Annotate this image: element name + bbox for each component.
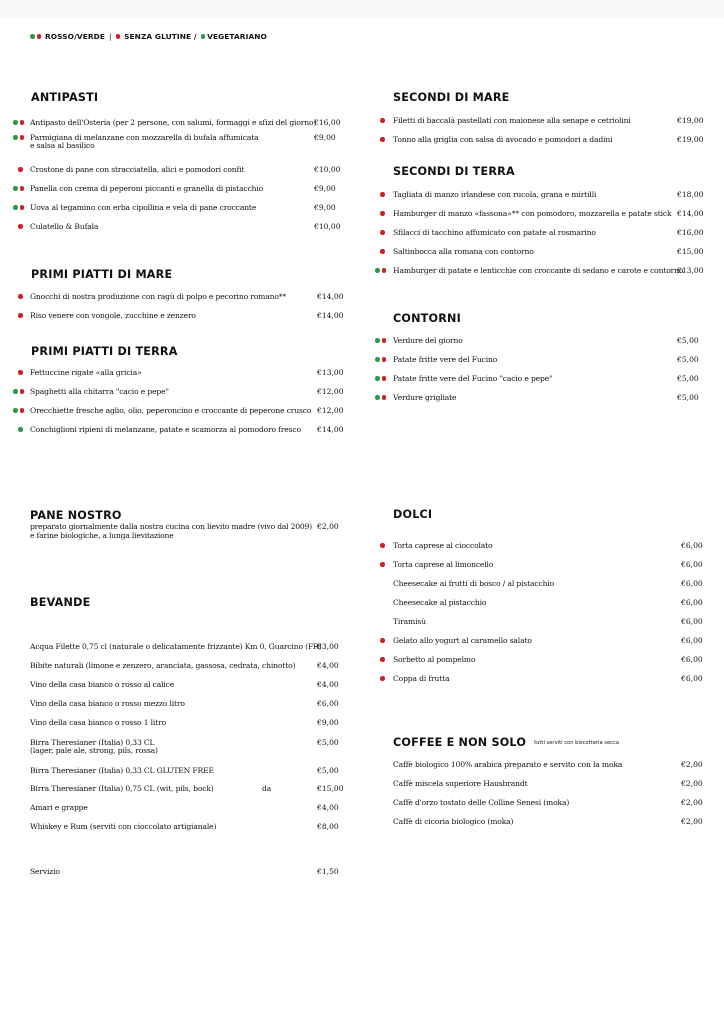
section-title: SECONDI DI MARE [393,91,510,104]
red-dot-icon [380,543,385,548]
servizio-price: €1,50 [317,867,339,876]
dietary-dots [13,186,26,191]
item-price: €15,00 [677,247,704,256]
item-price: €6,00 [681,541,703,550]
item-name: Panella con crema di peperoni piccanti e granella di pistacchio [30,184,264,193]
item-price: €10,00 [314,222,341,231]
dietary-legend [30,32,267,41]
item-name: Coppa di frutta [393,674,450,683]
item-price: €6,00 [681,617,703,626]
item-name: Parmigiana di melanzane con mozzarella di bufala affumicata [30,133,259,142]
red-dot-icon [18,294,23,299]
item-price: €9,00 [314,203,336,212]
item-name: Vino della casa bianco o rosso 1 litro [30,718,166,727]
item-price: €5,00 [677,355,699,364]
section-title [393,736,619,749]
green-dot-icon [13,205,18,210]
item-name: Cheesecake al pistacchio [393,598,487,607]
red-dot-icon [382,338,387,343]
dietary-dots [380,543,387,548]
item-name: Verdure del giorno [393,336,463,345]
item-name: Crostone di pane con stracciatella, alici e pomodori confit [30,165,245,174]
red-dot-icon [380,249,385,254]
legend-divider: | [109,32,112,41]
dietary-dots [13,389,26,394]
red-dot-icon [380,676,385,681]
item-name: Tagliata di manzo irlandese con rucola, grana e mirtilli [393,190,597,199]
item-name-line2: (lager, pale ale, strong, pils, rossa) [30,746,158,756]
item-price: €2,00 [681,798,703,807]
item-name: Sorbetto al pompelmo [393,655,476,664]
item-price: €5,00 [677,336,699,345]
dietary-dots [380,638,387,643]
item-price: €14,00 [677,209,704,218]
red-dot-icon [18,224,23,229]
dietary-dots [375,376,388,381]
item-extra: da [262,784,272,793]
green-dot-icon [13,186,18,191]
item-price: €14,00 [317,425,344,434]
item-price: €6,00 [681,598,703,607]
green-dot-icon [375,268,380,273]
item-price: €8,00 [317,822,339,831]
red-dot-icon [380,562,385,567]
dietary-dots [380,676,387,681]
item-price: €6,00 [681,636,703,645]
item-name: Spaghetti alla chitarra "cacio e pepe" [30,387,169,396]
item-name: Amari e grappe [30,803,88,812]
red-dot-icon [116,34,121,39]
red-dot-icon [382,357,387,362]
item-name: Torta caprese al limoncello [393,560,494,569]
red-dot-icon [382,268,387,273]
item-price: €5,00 [677,374,699,383]
item-name: Gelato allo yogurt al caramello salato [393,636,532,645]
item-name: Cheesecake ai frutti di bosco / al pistacchio [393,579,555,588]
red-dot-icon [380,211,385,216]
pane-description [30,522,312,540]
item-name: Orecchiette fresche aglio, olio, peperoncino e croccante di peperone crusco [30,406,312,415]
item-price: €2,00 [681,817,703,826]
legend-rosso-verde: ROSSO/VERDE [45,32,106,41]
item-name: Verdure grigliate [393,393,457,402]
red-dot-icon [380,137,385,142]
legend-senza-glutine: SENZA GLUTINE / [124,32,197,41]
red-dot-icon [18,370,23,375]
green-dot-icon [375,376,380,381]
red-dot-icon [18,167,23,172]
item-price: €4,00 [317,661,339,670]
item-price: €9,00 [314,133,336,142]
item-name: Hamburger di patate e lenticchie con croccante di sedano e carote e contorno [393,266,684,275]
green-dot-icon [375,338,380,343]
green-dot-icon [375,395,380,400]
item-name: Bibite naturali (limone e zenzero, aranciata, gassosa, cedrata, chinotto) [30,661,296,670]
item-name: Hamburger di manzo «fassona»** con pomodoro, mozzarella e patate stick [393,209,672,218]
dietary-dots [380,562,387,567]
section-primi-terra [31,345,178,358]
section-title: SECONDI DI TERRA [393,165,515,178]
item-name: Vino della casa bianco o rosso al calice [30,680,175,689]
item-name: Culatello & Bufala [30,222,99,231]
pane-price: €2,00 [317,522,339,531]
item-name: Conchiglioni ripieni di melanzane, patate e scamorza al pomodoro fresco [30,425,301,434]
item-price: €6,00 [681,655,703,664]
red-dot-icon [380,118,385,123]
red-dot-icon [382,395,387,400]
red-dot-icon [380,638,385,643]
dietary-dots [13,408,26,413]
green-dot-icon [13,389,18,394]
item-price: €3,00 [317,642,339,651]
item-name: Acqua Filette 0,75 cl (naturale o delicatamente frizzante) Km 0, Guarcino (FR) [30,642,322,651]
coffee-subtitle: tutti serviti con biscotteria secca [534,740,620,746]
item-price: €14,00 [317,292,344,301]
item-price: €6,00 [681,674,703,683]
red-dot-icon [20,135,25,140]
section-title: BEVANDE [30,596,91,609]
item-name: Tiramisù [393,617,426,626]
red-dot-icon [20,389,25,394]
item-name: Saltinbocca alla romana con contorno [393,247,534,256]
item-name: Birra Theresianer (Italia) 0,75 CL (wit, pils, bock) [30,784,214,793]
dietary-dots [375,395,388,400]
dietary-dots [18,370,25,375]
dietary-dots [375,268,388,273]
section-secondi-mare [393,91,510,104]
item-price: €18,00 [677,190,704,199]
section-pane [30,509,122,522]
item-name: Sfilacci di tacchino affumicato con patate al rosmarino [393,228,596,237]
item-price: €14,00 [317,311,344,320]
item-price: €5,00 [317,766,339,775]
red-dot-icon [380,230,385,235]
dietary-dots [380,249,387,254]
section-dolci [393,508,432,521]
item-price: €16,00 [677,228,704,237]
dietary-dots [375,357,388,362]
item-name-line2: e salsa al basilico [30,141,95,151]
pane-desc-line: preparato giornalmente dalla nostra cucina con lievito madre (vivo dal 2009) [30,522,312,531]
dietary-dots [13,205,26,210]
item-name: Tonno alla griglia con salsa di avocado e pomodori a dadini [393,135,613,144]
green-dot-icon [13,135,18,140]
item-name: Vino della casa bianco o rosso mezzo litro [30,699,185,708]
item-price: €13,00 [677,266,704,275]
top-strip [0,0,724,18]
item-price: €13,00 [317,368,344,377]
item-price: €2,00 [681,760,703,769]
green-dot-icon [375,357,380,362]
item-name: Torta caprese al cioccolato [393,541,493,550]
item-price: €19,00 [677,116,704,125]
dietary-dots [380,137,387,142]
dietary-dots [18,427,25,432]
item-price: €5,00 [677,393,699,402]
item-name: Caffè biologico 100% arabica preparato e servito con la moka [393,760,623,769]
red-dot-icon [382,376,387,381]
item-name: Caffè d'orzo tostato delle Colline Senesi (moka) [393,798,570,807]
section-title: PANE NOSTRO [30,509,122,522]
section-title: PRIMI PIATTI DI MARE [31,268,173,281]
section-title: PRIMI PIATTI DI TERRA [31,345,178,358]
item-name: Whiskey e Rum (serviti con cioccolato artigianale) [30,822,217,831]
item-price: €4,00 [317,680,339,689]
red-dot-icon [20,186,25,191]
item-name: Antipasto dell'Osteria (per 2 persone, con salumi, formaggi e sfizi del giorno) [30,118,317,127]
item-price: €12,00 [317,387,344,396]
red-dot-icon [37,34,42,39]
red-dot-icon [20,205,25,210]
item-price: €6,00 [681,579,703,588]
servizio-label: Servizio [30,867,60,876]
item-name: Uova al tegamino con erba cipollina e vela di pane croccante [30,203,257,212]
item-name: Caffè miscela superiore Hausbrandt [393,779,528,788]
dietary-dots [380,230,387,235]
item-name: Filetti di baccalà pastellati con maionese alla senape e cetriolini [393,116,631,125]
item-price: €9,00 [317,718,339,727]
item-name: Birra Theresianer (Italia) 0,33 CL GLUTEN FREE [30,766,214,775]
dietary-dots [380,657,387,662]
item-price: €16,00 [314,118,341,127]
item-price: €10,00 [314,165,341,174]
item-price: €6,00 [681,560,703,569]
item-name: Birra Theresianer (Italia) 0,33 CL [30,738,155,747]
dietary-dots [18,224,25,229]
pane-desc-line: e farine biologiche, a lunga lievitazione [30,531,174,540]
green-dot-icon [13,120,18,125]
dietary-dots [13,120,26,125]
item-name: Fettuccine rigate «alla gricia» [30,368,142,377]
dietary-dots [18,294,25,299]
green-dot-icon [13,408,18,413]
section-title: ANTIPASTI [31,91,99,104]
green-dot-icon [18,427,23,432]
item-price: €2,00 [681,779,703,788]
section-title: DOLCI [393,508,433,521]
legend-vegetariano: VEGETARIANO [207,32,267,41]
item-price: €4,00 [317,803,339,812]
section-title: CONTORNI [393,312,461,325]
item-name: Patate fritte vere del Fucino [393,355,498,364]
red-dot-icon [380,192,385,197]
dietary-dots [380,192,387,197]
dietary-dots [18,313,25,318]
red-dot-icon [20,408,25,413]
item-price: €12,00 [317,406,344,415]
item-price: €19,00 [677,135,704,144]
section-primi-mare [31,268,172,281]
red-dot-icon [20,120,25,125]
dietary-dots [18,167,25,172]
section-secondi-terra [393,165,515,178]
coffee-title: COFFEE E NON SOLO [393,736,527,749]
green-dot-icon [201,34,206,39]
dietary-dots [375,338,388,343]
dietary-dots [13,135,26,140]
section-coffee [393,736,619,749]
green-dot-icon [30,34,35,39]
section-antipasti [31,91,98,104]
item-name: Caffè di cicoria biologico (moka) [393,817,514,826]
red-dot-icon [18,313,23,318]
dietary-dots [380,118,387,123]
item-price: €9,00 [314,184,336,193]
item-name: Riso venere con vongole, zucchine e zenzero [30,311,196,320]
item-price: €5,00 [317,738,339,747]
dietary-dots [380,211,387,216]
item-price: €15,00 [317,784,344,793]
item-name: Gnocchi di nostra produzione con ragù di polpo e pecorino romano** [30,292,287,301]
item-price: €6,00 [317,699,339,708]
red-dot-icon [380,657,385,662]
section-bevande [30,596,90,609]
section-contorni [393,312,461,325]
item-name: Patate fritte vere del Fucino "cacio e pepe" [393,374,553,383]
